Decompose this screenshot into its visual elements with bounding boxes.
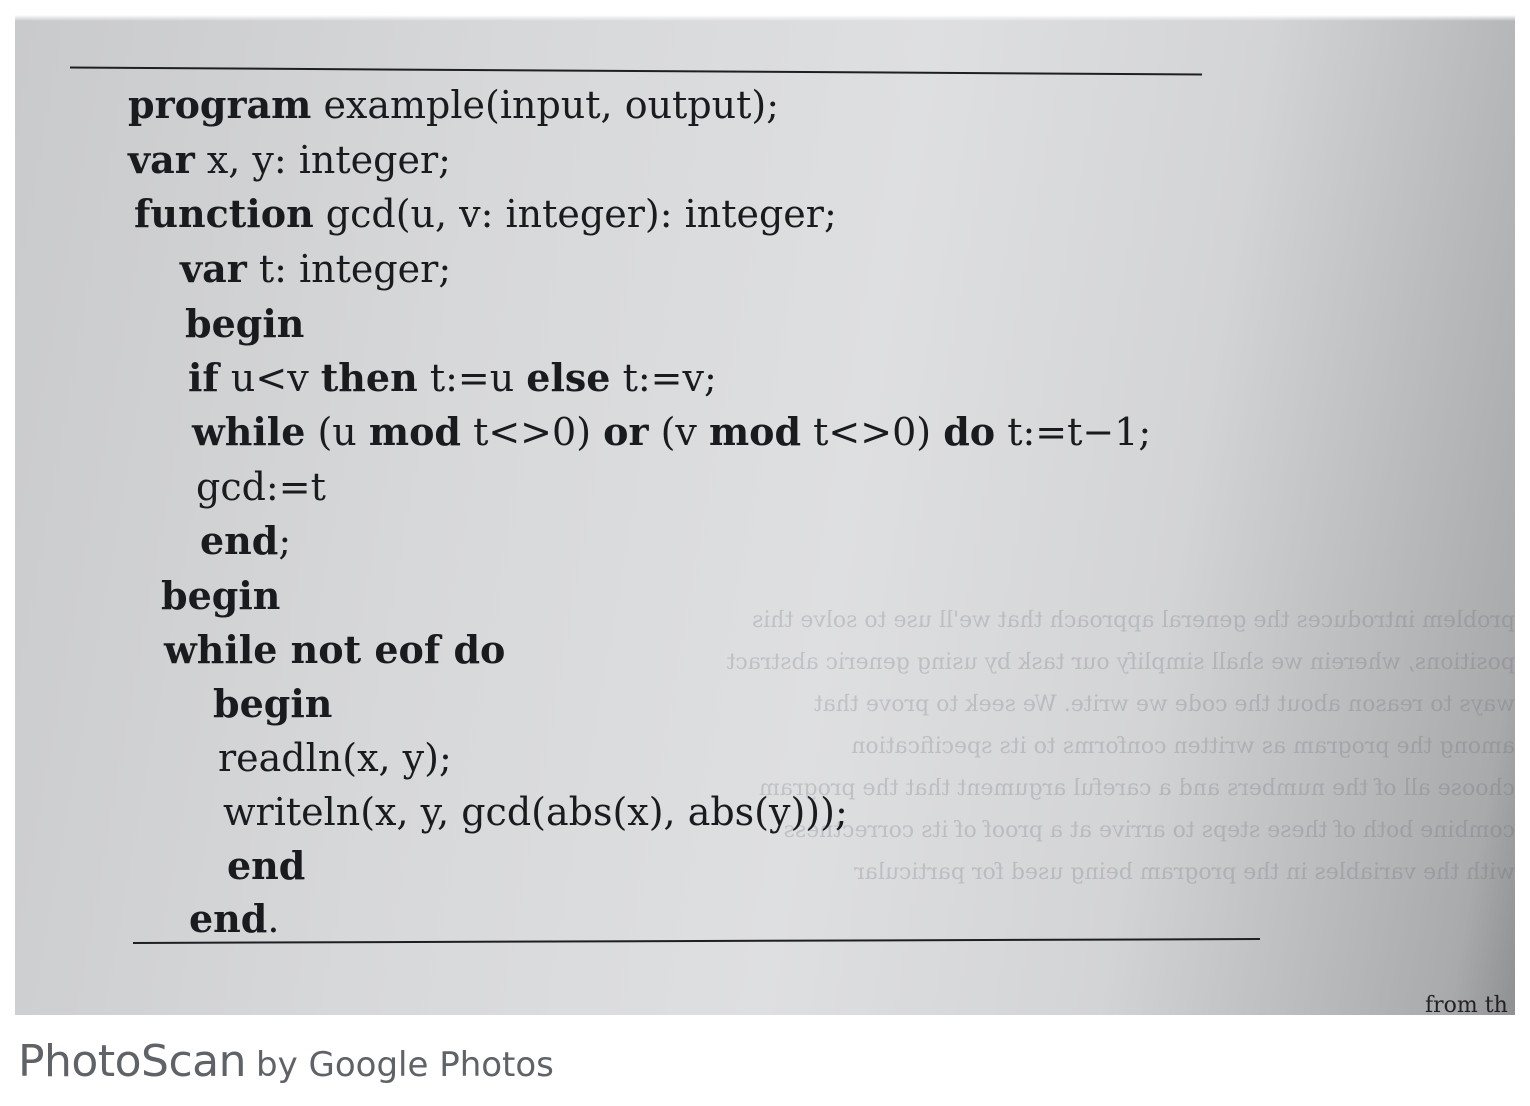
code-keyword: begin (161, 573, 281, 618)
code-keyword: mod (368, 409, 461, 454)
scanned-page-photo (15, 15, 1515, 1015)
code-line (128, 136, 451, 184)
code-line (164, 626, 505, 674)
top-rule (70, 67, 1202, 76)
code-text: readln(x, y); (218, 736, 452, 780)
code-keyword: begin (213, 681, 333, 726)
code-keyword: end (227, 843, 306, 888)
code-keyword: while not eof do (164, 627, 506, 672)
code-text: ; (278, 519, 292, 563)
code-line (185, 300, 304, 348)
code-keyword: function (134, 191, 314, 236)
code-line (218, 734, 452, 782)
code-line (200, 517, 291, 565)
code-keyword: begin (185, 301, 305, 346)
page-edge-text: from th (1425, 993, 1508, 1015)
code-keyword: then (320, 355, 418, 400)
code-line (188, 354, 717, 402)
code-line (134, 190, 837, 238)
watermark-product-name: PhotoScan (18, 1036, 246, 1087)
code-line (223, 788, 848, 836)
code-text: t<>0) (460, 410, 604, 454)
code-line (213, 680, 332, 728)
code-keyword: while (192, 409, 306, 454)
code-keyword: do (943, 409, 996, 454)
code-keyword: mod (708, 409, 802, 454)
code-keyword: program (128, 82, 312, 127)
code-keyword: if (188, 355, 219, 400)
code-text: t<>0) (801, 410, 944, 454)
code-keyword: end (200, 518, 279, 563)
page-top-edge (15, 15, 1515, 21)
code-text: t:=t−1; (995, 410, 1152, 454)
code-text: t: integer; (246, 247, 452, 291)
code-text: gcd(u, v: integer): integer; (313, 192, 837, 236)
code-text: writeln(x, y, gcd(abs(x), abs(y))); (223, 790, 848, 834)
code-text: gcd:=t (196, 465, 326, 509)
code-text: . (267, 897, 280, 941)
code-line (192, 408, 1151, 456)
code-keyword: else (526, 355, 611, 400)
code-text: t:=v; (610, 356, 717, 400)
code-keyword: or (603, 409, 649, 454)
watermark-byline: by Google Photos (255, 1045, 554, 1085)
code-text: (u (305, 410, 369, 454)
code-line (227, 842, 305, 890)
code-text: x, y: integer; (194, 138, 451, 182)
photoscan-watermark (18, 1036, 554, 1092)
bleed-through-text: problem introduces the general approach that we'll use to solve this positions, wherein we shall simplify our task by using generic abstract ways to reason about the code we write. We seek to prove that among the program as written conforms to its specification choose all of the numbers and a careful argument that the program combine both of these steps to arrive at a proof of its correctness with the variables in the program being used for particular (726, 608, 1515, 885)
code-text: example(input, output); (311, 83, 780, 127)
code-text: (v (648, 410, 709, 454)
code-line (196, 463, 326, 511)
code-line (189, 895, 279, 943)
code-line (180, 245, 451, 293)
code-keyword: var (128, 137, 195, 182)
code-keyword: var (180, 246, 247, 291)
code-line (161, 572, 280, 620)
code-text: t:=u (417, 356, 527, 400)
code-text: u<v (218, 356, 321, 400)
code-keyword: end (189, 896, 268, 941)
code-line (128, 81, 779, 129)
